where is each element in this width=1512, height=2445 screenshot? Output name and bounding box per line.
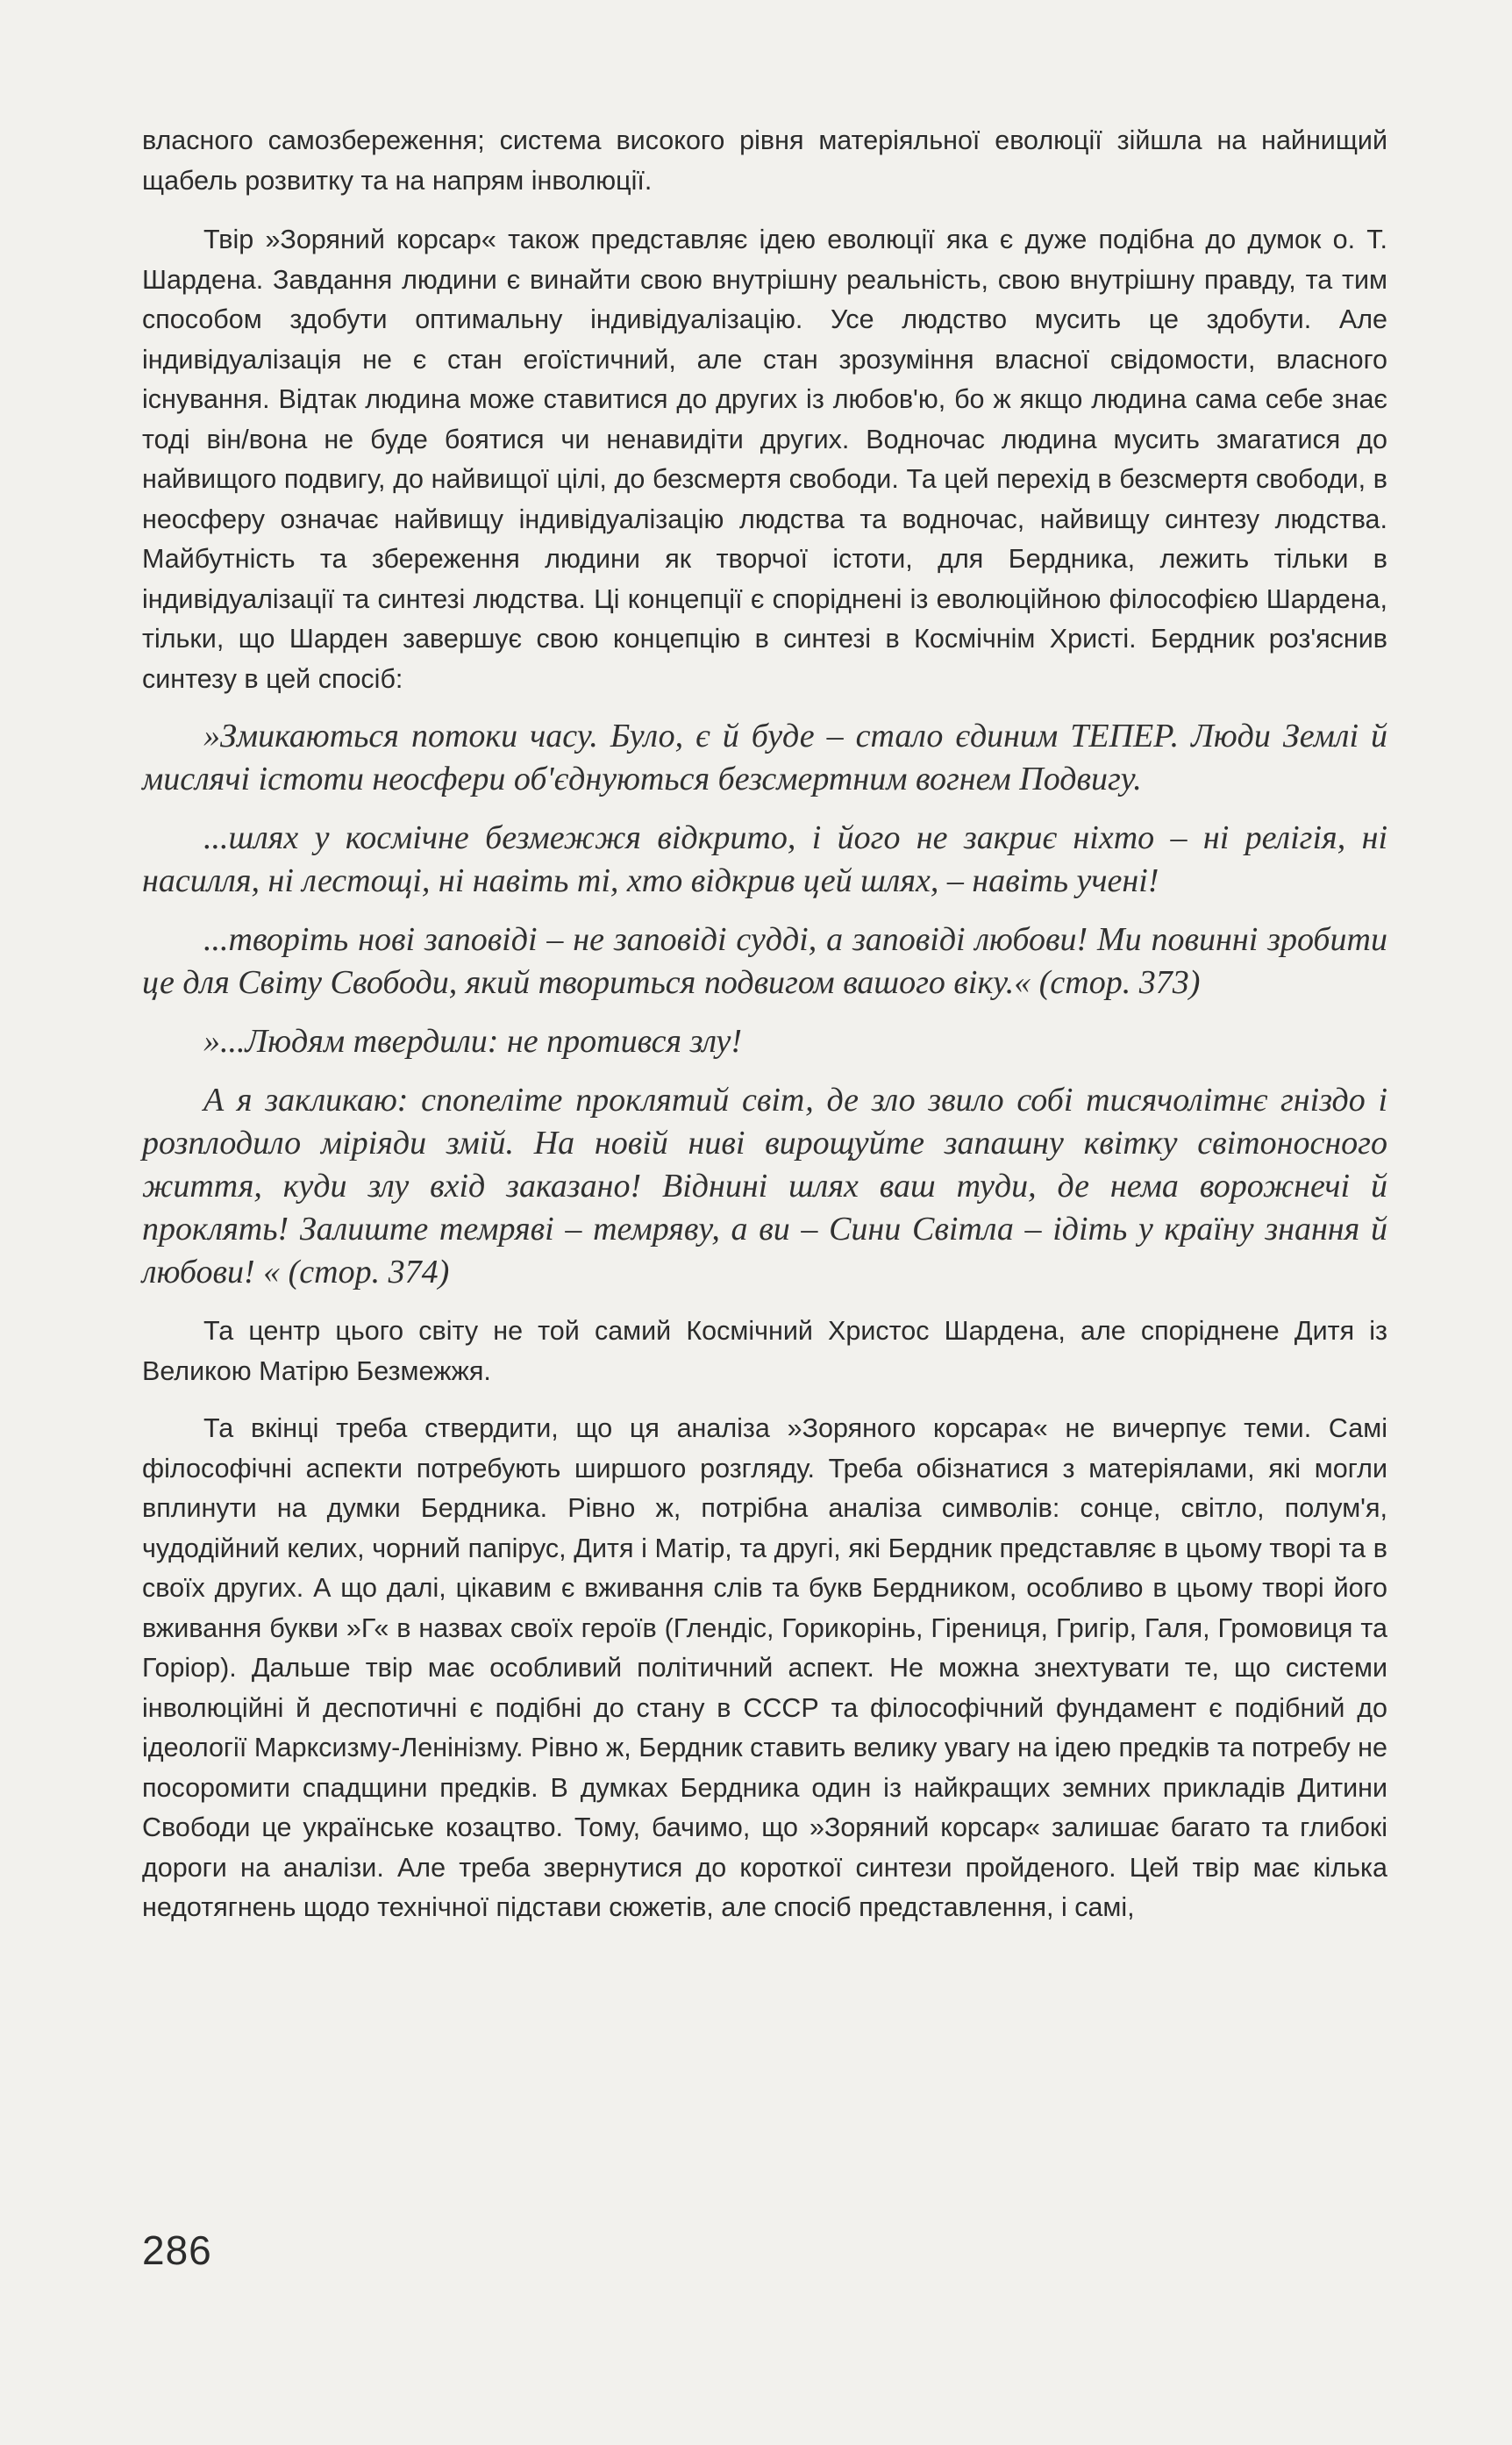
quote-time-streams: »Змикаються потоки часу. Було, є й буде – стало єдиним ТЕПЕР. Люди Землі й мислячі істоти неосфери об'єднуються безсмертним вогнем Подвигу. — [142, 718, 1387, 797]
page-number: 286 — [142, 2227, 212, 2273]
page-body — [142, 121, 1387, 1928]
paragraph-conclusion: Та вкінці треба ствердити, що ця аналіза »Зоряного корсара« не вичерпує теми. Самі філософічні аспекти потребують ширшого розгляду. Треба обізнатися з матеріялами, які могли вплинути на думки Бердника. Рівно ж, потрібна аналіза символів: сонце, світло, полум'я, чудодійний келих, чорний папірус, Дитя і Матір, та другі, які Бердник представляє в цьому творі та в своїх других. А що далі, цікавим є вживання слів та букв Бердником, особливо в цьому творі його вживання букви »Г« в назвах своїх героїв (Глендіс, Горикорінь, Гірениця, Григір, Галя, Громовиця та Горіор). Дальше твір має особливий політичний аспект. Не можна знехтувати те, що системи інволюційні й деспотичні є подібні до стану в СССР та філософічний фундамент є подібний до ідеології Марксизму-Ленінізму. Рівно ж, Бердник ставить велику увагу на ідею предків та потребу не посоромити спадщини предків. В думках Бердника один із найкращих земних прикладів Дитини Свободи це українське козацтво. Тому, бачимо, що »Зоряний корсар« залишає багато та глибокі дороги на аналізи. Але треба звернутися до короткої синтези пройденого. Цей твір має кілька недотягнень щодо технічної підстави сюжетів, але спосіб представлення, і самі, — [142, 1413, 1387, 1922]
paragraph-evolution-idea: Твір »Зоряний корсар« також представляє ідею еволюції яка є дуже подібна до думок о. Т. Шардена. Завдання людини є винайти свою внутрішну реальність, свою внутрішну правду, та тим способом здобути оптимальну індивідуалізацію. Усе людство мусить це здобути. Але індивідуалізація не є стан егоїстичний, але стан зрозуміння власної свідомости, власного існування. Відтак людина може ставитися до других із любов'ю, бо ж якщо людина сама себе знає тоді він/вона не буде боятися чи ненавидіти других. Водночас людина мусить змагатися до найвищого подвигу, до найвищої цілі, до безсмертя свободи. Та цей перехід в безсмертя свободи, в неосферу означає найвищу індивідуалізацію людства та водночас, найвищу синтезу людства. Майбутність та збереження людини як творчої істоти, для Бердника, лежить тільки в індивідуалізації та синтезі людства. Ці концепції є споріднені із еволюційною філософією Шардена, тільки, що Шарден завершує свою концепцію в синтезі в Космічнім Христі. Бердник роз'яснив синтезу в цей спосіб: — [142, 225, 1387, 694]
quote-resist-evil: »...Людям твердили: не протився злу! — [203, 1023, 743, 1060]
paragraph-continuation: власного самозбереження; система високого рівня матеріяльної еволюції зійшла на найнищий щабель розвитку та на напрям інволюції. — [142, 125, 1387, 196]
quote-cosmic-path: ...шлях у космічне безмежжя відкрито, і його не закриє ніхто – ні релігія, ні насилля, ні лестощі, ні навіть ті, хто відкрив цей шлях, – навіть учені! — [142, 819, 1387, 899]
paragraph-center-of-world: Та центр цього світу не той самий Космічний Христос Шардена, але споріднене Дитя із Великою Матірю Безмежжя. — [142, 1316, 1387, 1386]
quote-new-commandments: ...творіть нові заповіді – не заповіді судді, а заповіді любови! Ми повинні зробити це для Світу Свободи, який твориться подвигом вашого віку.« (стор. 373) — [142, 921, 1387, 1001]
quote-call-to-light: А я закликаю: спопеліте проклятий світ, де зло звило собі тисячолітнє гніздо і розплодило міріяди змій. На новій ниві вирощуйте запашну квітку світоносного життя, куди злу вхід заказано! Віднині шлях ваш туди, де нема ворожнечі й проклять! Залиште темряві – темряву, а ви – Сини Світла – ідіть у країну знання й любови! « (стор. 374) — [142, 1082, 1387, 1290]
